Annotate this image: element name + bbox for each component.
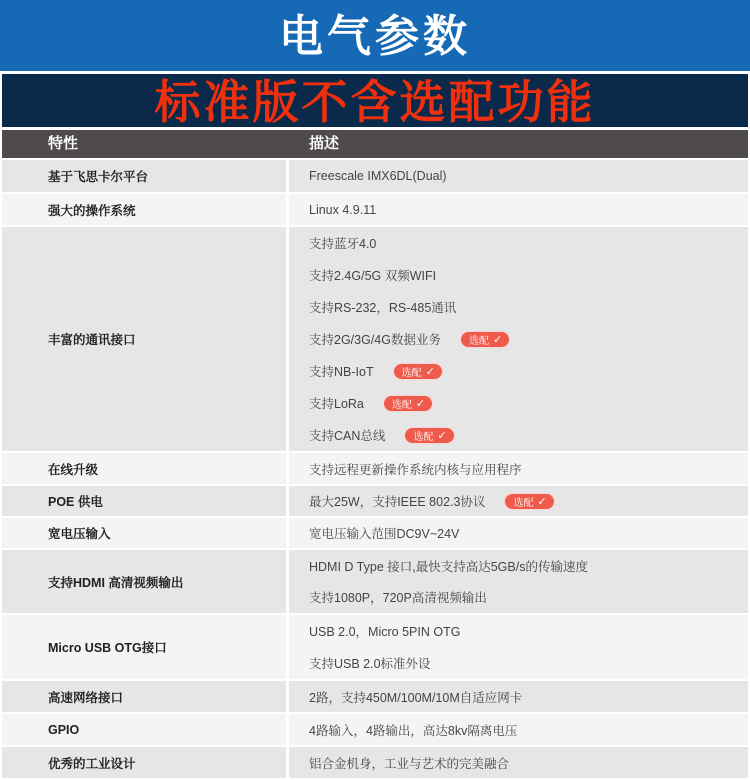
description-line (309, 426, 748, 444)
description-cell (289, 518, 748, 548)
table-header (2, 130, 748, 158)
page-title: 电气参数 (0, 0, 750, 71)
feature-cell: 丰富的通讯接口 (2, 227, 286, 451)
optional-label: 选配 (513, 497, 534, 509)
description-line (309, 524, 748, 542)
description-line (309, 622, 748, 640)
feature-cell: Micro USB OTG接口 (2, 615, 286, 679)
description-text: 支持CAN总线 (309, 429, 386, 443)
table-row (2, 486, 748, 516)
feature-cell: 宽电压输入 (2, 518, 286, 548)
description-text: Linux 4.9.11 (309, 202, 377, 217)
feature-cell: GPIO (2, 714, 286, 745)
feature-cell: 在线升级 (2, 453, 286, 484)
optional-label: 选配 (413, 431, 434, 443)
optional-badge (405, 428, 453, 443)
feature-cell: POE 供电 (2, 486, 286, 516)
optional-label: 选配 (391, 399, 412, 411)
description-line (309, 362, 748, 380)
optional-label: 选配 (468, 335, 489, 347)
description-cell (289, 714, 748, 745)
description-text: 支持LoRa (309, 397, 364, 411)
description-text: 支持1080P，720P高清视频输出 (309, 591, 487, 606)
check-icon: ✓ (415, 397, 426, 410)
description-line (309, 330, 748, 348)
check-icon: ✓ (537, 495, 547, 508)
feature-cell: 高速网络接口 (2, 681, 286, 712)
description-text: 2路，支持450M/100M/10M自适应网卡 (309, 690, 523, 705)
description-line (309, 298, 748, 316)
table-row (2, 550, 748, 613)
table-row (2, 615, 748, 679)
description-line (309, 203, 748, 217)
description-line (309, 688, 748, 706)
description-line (309, 754, 748, 772)
description-text: 支持2.4G/5G 双频WIFI (309, 269, 437, 283)
description-text: 支持NB-IoT (309, 365, 374, 379)
description-text: 支持远程更新操作系统内核与应用程序 (309, 462, 522, 477)
table-row (2, 714, 748, 745)
feature-cell: 基于飞思卡尔平台 (2, 160, 286, 192)
table-row (2, 681, 748, 712)
header-description: 描述 (309, 135, 340, 152)
description-cell (289, 550, 748, 613)
optional-badge (461, 332, 509, 347)
description-text: 支持USB 2.0标准外设 (309, 657, 431, 671)
description-cell (289, 615, 748, 679)
description-text: Freescale IMX6DL(Dual) (309, 169, 447, 183)
description-line (309, 169, 748, 183)
optional-badge (384, 396, 432, 411)
description-line (309, 492, 748, 510)
description-cell (289, 681, 748, 712)
check-icon: ✓ (492, 333, 503, 346)
check-icon: ✓ (425, 365, 435, 378)
feature-cell: 优秀的工业设计 (2, 747, 286, 778)
description-line (309, 588, 748, 606)
description-text: 4路输入，4路输出，高达8kv隔离电压 (309, 723, 518, 738)
table-row (2, 227, 748, 451)
description-cell (289, 194, 748, 225)
description-text: 支持2G/3G/4G数据业务 (309, 333, 441, 347)
description-cell (289, 227, 748, 451)
description-cell (289, 486, 748, 516)
description-cell (289, 160, 748, 192)
table-row (2, 453, 748, 484)
description-text: 支持蓝牙4.0 (309, 237, 377, 251)
header-feature: 特性 (48, 135, 79, 152)
description-text: 铝合金机身，工业与艺术的完美融合 (309, 756, 510, 771)
description-line (309, 234, 748, 252)
optional-badge (394, 364, 442, 379)
description-line (309, 654, 748, 672)
description-text: HDMI D Type 接口,最快支持高达5GB/s的传输速度 (309, 559, 588, 574)
description-text: 支持RS-232，RS-485通讯 (309, 301, 457, 315)
description-text: USB 2.0，Micro 5PIN OTG (309, 625, 461, 639)
table-row (2, 194, 748, 225)
feature-cell: 支持HDMI 高清视频输出 (2, 550, 286, 613)
description-cell (289, 453, 748, 484)
optional-label: 选配 (401, 367, 422, 379)
description-line (309, 721, 748, 739)
subtitle-banner: 标准版不含选配功能 (2, 74, 748, 127)
optional-badge (505, 494, 553, 509)
table-row (2, 518, 748, 548)
table-row (2, 747, 748, 778)
description-line (309, 266, 748, 284)
description-cell (289, 747, 748, 778)
feature-cell: 强大的操作系统 (2, 194, 286, 225)
check-icon: ✓ (437, 429, 447, 442)
description-line (309, 394, 748, 412)
description-text: 宽电压输入范围DC9V~24V (309, 527, 460, 541)
description-line (309, 460, 748, 478)
description-line (309, 557, 748, 575)
table-row (2, 160, 748, 192)
description-text: 最大25W，支持IEEE 802.3协议 (309, 495, 486, 509)
